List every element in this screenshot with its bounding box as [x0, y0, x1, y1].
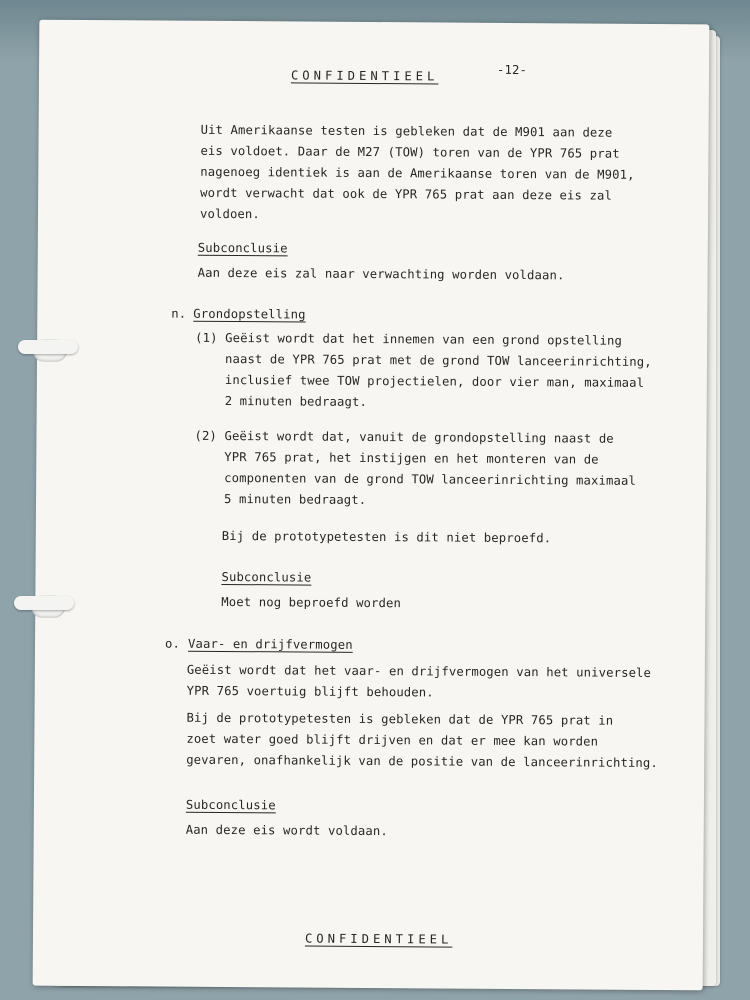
- header-classification: CONFIDENTIEEL: [290, 68, 439, 84]
- section-o-test-line: gevaren, onafhankelijk van de positie van de lanceerinrichting.: [186, 752, 658, 771]
- binder-ring-lower: [14, 596, 74, 610]
- item2-line: componenten van de grond TOW lanceerinrichting maximaal: [224, 470, 637, 488]
- intro-line: wordt verwacht dat ook de YPR 765 prat aan deze eis zal: [200, 185, 613, 203]
- section-o-subconclusion-heading: Subconclusie: [185, 797, 276, 813]
- section-o-requirement-line: Geëist wordt dat het vaar- en drijfvermogen van het universele: [186, 662, 652, 680]
- footer-classification: CONFIDENTIEEL: [304, 931, 453, 947]
- page-number: -12-: [496, 62, 528, 78]
- item1-line: 2 minuten bedraagt.: [224, 393, 368, 409]
- item1-line: Geëist wordt dat het innemen van een grond opstelling: [225, 330, 623, 348]
- intro-line: eis voldoet. Daar de M27 (TOW) toren van de YPR 765 prat: [200, 143, 620, 161]
- intro-line: nagenoeg identiek is aan de Amerikaanse toren van de M901,: [200, 164, 635, 182]
- intro-line: voldoen.: [199, 206, 260, 222]
- item1-line: inclusief twee TOW projectielen, door vier man, maximaal: [224, 372, 645, 390]
- section-n-subconclusion-heading: Subconclusie: [221, 569, 312, 585]
- section-o-test-line: zoet water goed blijft drijven en dat er mee kan worden: [186, 731, 599, 749]
- binder-ring-upper: [18, 340, 78, 354]
- item1-line: naast de YPR 765 prat met de grond TOW lanceerinrichting,: [224, 351, 652, 369]
- item2-line: 5 minuten bedraagt.: [223, 491, 367, 507]
- section-o-test-line: Bij de prototypetesten is gebleken dat de YPR 765 prat in: [186, 710, 614, 728]
- section-n-subconclusion-text: Moet nog beproefd worden: [221, 594, 402, 611]
- item1-marker: (1): [195, 330, 218, 345]
- section-n-heading: Grondopstelling: [193, 306, 306, 322]
- section-o-subconclusion-text: Aan deze eis wordt voldaan.: [185, 822, 388, 839]
- section-o-heading: Vaar- en drijfvermogen: [187, 636, 353, 652]
- document-page: [33, 20, 710, 991]
- item2-line: YPR 765 prat, het instijgen en het monteren van de: [224, 449, 599, 467]
- item2-line: Geëist wordt dat, vanuit de grondopstelling naast de: [224, 428, 614, 446]
- intro-line: Uit Amerikaanse testen is gebleken dat de M901 aan deze: [200, 122, 613, 140]
- section-n-marker: n.: [171, 306, 187, 321]
- section-o-marker: o.: [164, 636, 181, 651]
- section-n-test-note: Bij de prototypetesten is dit niet beproefd.: [221, 528, 552, 546]
- intro-subconclusion-heading: Subconclusie: [197, 240, 288, 256]
- section-o-requirement-line: YPR 765 voertuig blijft behouden.: [186, 683, 434, 700]
- intro-subconclusion-text: Aan deze eis zal naar verwachting worden voldaan.: [197, 265, 565, 283]
- item2-marker: (2): [194, 428, 217, 443]
